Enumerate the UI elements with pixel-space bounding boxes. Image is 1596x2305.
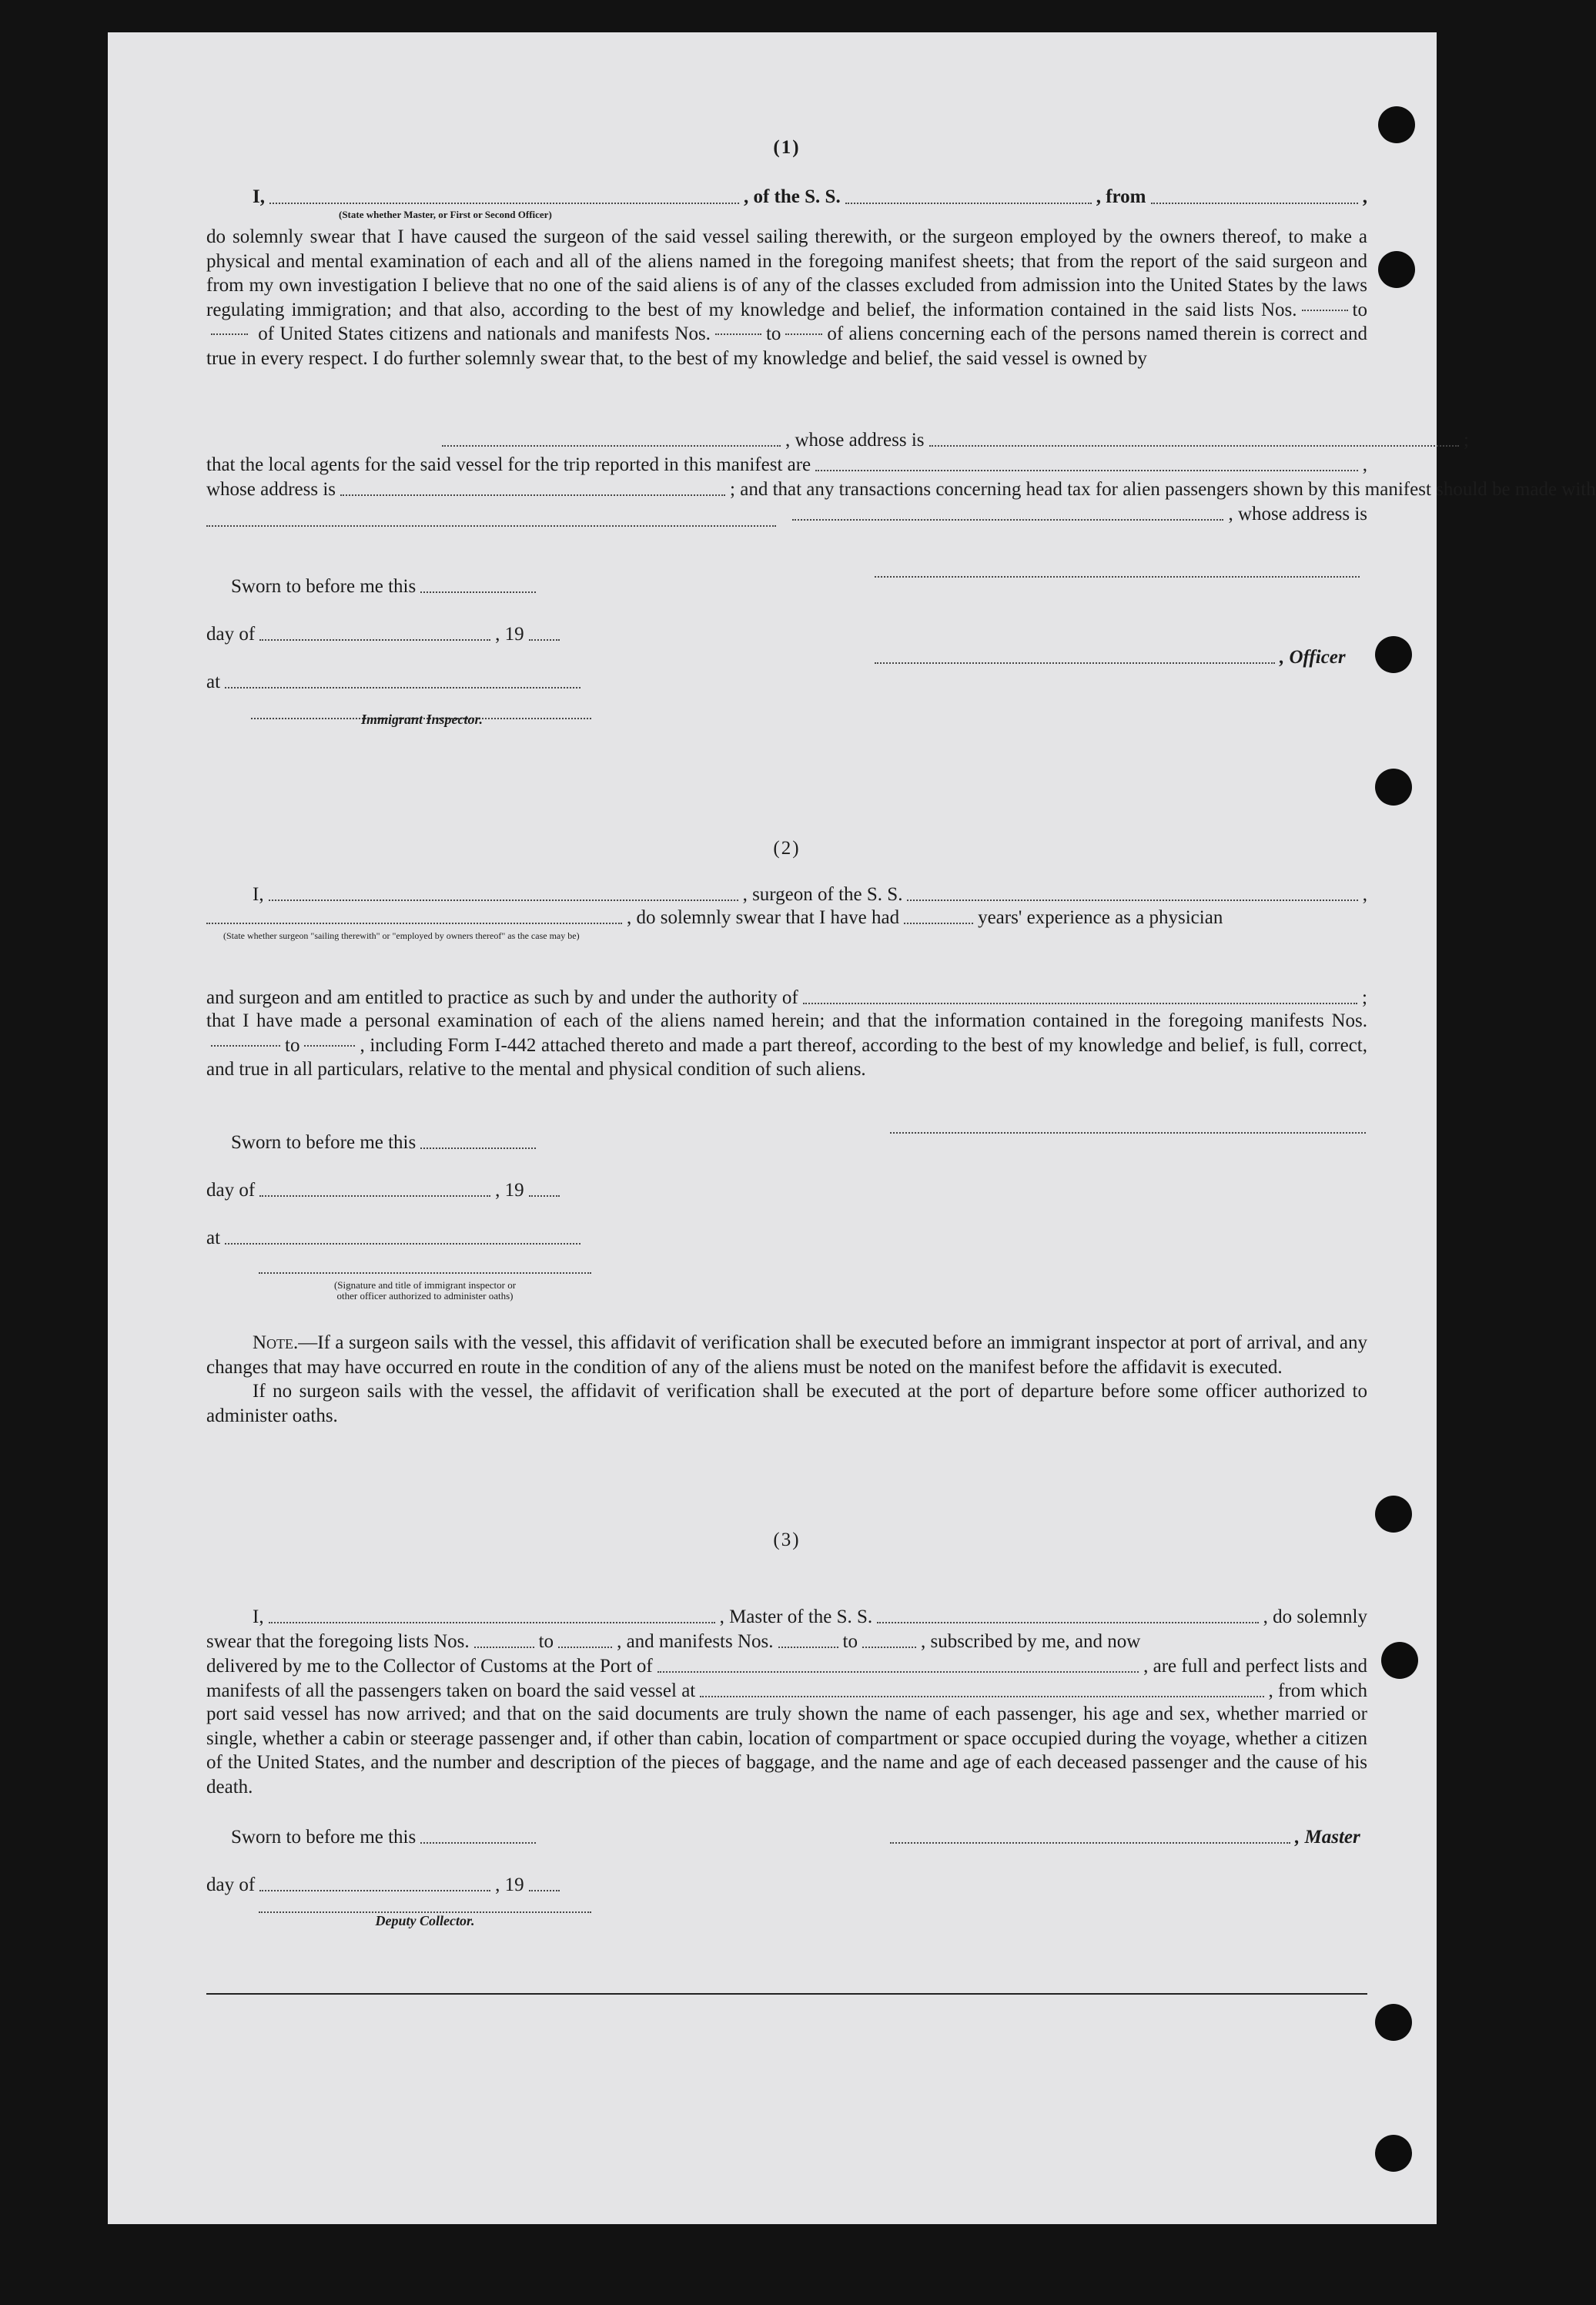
- lists-row: swear that the foregoing lists Nos. to , and manifests Nos. to , subscribed by me, and now: [206, 1631, 1141, 1652]
- master-name-field[interactable]: [269, 1622, 715, 1623]
- punch-hole: [1375, 769, 1412, 806]
- day-of-row-3: day of , 19: [206, 1874, 564, 1896]
- years-field[interactable]: [904, 923, 973, 924]
- s2-signature-caption: (Signature and title of immigrant inspector or other officer authorized to administer oaths): [333, 1279, 517, 1302]
- day-field-1[interactable]: [259, 639, 490, 641]
- vessel-name-field[interactable]: [845, 203, 1092, 204]
- year-field-3[interactable]: [529, 1890, 560, 1891]
- at-row-1: at: [206, 672, 585, 693]
- s3-lists-from-field[interactable]: [474, 1647, 534, 1648]
- taken-on-board-row: manifests of all the passengers taken on board the said vessel at , from which: [206, 1680, 1367, 1701]
- officer-signature-field[interactable]: [875, 576, 1360, 578]
- master-row: I, , Master of the S. S. , do solemnly: [253, 1606, 1367, 1627]
- day-field-2[interactable]: [259, 1195, 490, 1197]
- section-1-body: do solemnly swear that I have caused the surgeon of the said vessel sailing therewith, or the surgeon employed by the owners thereof, to make a physical and mental examination of each and all of the aliens named in the foregoing manifest sheets; that from the report of the said surgeon and from my own investigation I believe that no one of the said aliens is of any of the classes excluded from admission into the United States by the laws regulating immigration; and that also, according to the best of my knowledge and belief, the information contained in the said lists Nos. to of United States citizens and nationals and manifests Nos. to of aliens concerning each of the persons named therein is correct and true in every respect. I do further solemnly swear that, to the best of my knowledge and belief, the said vessel is owned by: [206, 226, 1367, 369]
- owner-row: , whose address is ;: [437, 430, 1469, 451]
- surgeon-years-row: , do solemnly swear that I have had years' experience as a physician: [206, 907, 1367, 929]
- officer-signature-line-top: [870, 576, 1364, 582]
- master-vessel-field[interactable]: [877, 1622, 1258, 1623]
- form-page: [108, 32, 1596, 2224]
- headtax-address-row: [206, 525, 781, 531]
- surgeon-type-field[interactable]: [206, 923, 622, 924]
- year-field-1[interactable]: [529, 639, 560, 641]
- punch-hole: [1381, 1642, 1418, 1679]
- surgeon-signature-row: [885, 1132, 1370, 1138]
- authority-row: and surgeon and am entitled to practice as such by and under the authority of ;: [206, 987, 1367, 1008]
- collector-caption: Deputy Collector.: [375, 1913, 475, 1928]
- inspector-caption: Immigrant Inspector.: [360, 712, 483, 727]
- section-2-body: that I have made a personal examination of each of the aliens named herein; and that the information contained in the foregoing manifests Nos.to , including Form I-442 attached thereto and made a part thereof, according to the best of my knowledge and belief, is full, correct, and true in all particulars, relative to the mental and physical condition of such aliens.: [206, 1010, 1367, 1080]
- master-signature-row: , Master: [885, 1827, 1360, 1848]
- at-place-field-2[interactable]: [225, 1243, 581, 1245]
- owner-address-field[interactable]: [929, 445, 1460, 447]
- label-from: , from: [1096, 186, 1146, 207]
- at-place-field-1[interactable]: [225, 687, 581, 688]
- surgeon-row: I, , surgeon of the S. S. ,: [253, 884, 1367, 905]
- agents-address-row: whose address is ; and that any transactions concerning head tax for alien passengers shown by this manifest should be made with: [206, 479, 1596, 500]
- section-2-number: (2): [773, 838, 801, 859]
- punch-hole: [1375, 1496, 1412, 1533]
- section-3-number: (3): [773, 1529, 801, 1550]
- officer-title-field[interactable]: [875, 662, 1275, 664]
- boarding-port-field[interactable]: [700, 1696, 1263, 1697]
- day-of-row-1: day of , 19: [206, 624, 564, 645]
- punch-hole: [1375, 636, 1412, 673]
- s3-lists-to-field[interactable]: [558, 1647, 612, 1648]
- officer-name-field[interactable]: [269, 203, 739, 204]
- agents-field[interactable]: [815, 470, 1358, 471]
- from-port-field[interactable]: [1151, 203, 1358, 204]
- headtax-party-field[interactable]: [792, 519, 1223, 521]
- sworn-date-field-1[interactable]: [420, 591, 536, 593]
- inspector-line-2: [259, 1272, 591, 1274]
- s3-manifests-from-field[interactable]: [778, 1647, 838, 1648]
- punch-hole: [1378, 106, 1415, 143]
- s2-manifests-to-field[interactable]: [304, 1045, 355, 1047]
- label-of-ss: , of the S. S.: [743, 186, 841, 207]
- at-row-2: at: [206, 1228, 585, 1249]
- sworn-row-2: Sworn to before me this: [231, 1132, 540, 1154]
- port-of-field[interactable]: [657, 1671, 1139, 1673]
- year-field-2[interactable]: [529, 1195, 560, 1197]
- s2-inspector-signature-field[interactable]: [259, 1272, 591, 1274]
- surgeon-vessel-field[interactable]: [907, 900, 1357, 901]
- surgeon-note: (State whether surgeon "sailing therewith" or "employed by owners thereof" as the case may be): [223, 930, 580, 941]
- section-1: I, , of the S. S. , from , (State whether Master, or First or Second Officer) do solemnly swear that I have caused the surgeon of the said vessel sailing therewith, or the surgeon employed by the owners thereof, to make a physical and mental examination of each and all of the aliens named in the foregoing manifest sheets; that from the report of the said surgeon and from my own investigation I believe that no one of the said aliens is of any of the classes excluded from admission into the United States by the laws regulating immigration; and that also, according to the best of my knowledge and belief, the information contained in the said lists Nos. to of United States citizens and nationals and manifests Nos. to of aliens concerning each of the persons named therein is correct and true in every respect. I do further solemnly swear that, to the best of my knowledge and belief, the said vessel is owned by: [206, 185, 1367, 371]
- s2-manifests-from-field[interactable]: [211, 1045, 280, 1047]
- master-signature-field[interactable]: [890, 1842, 1290, 1844]
- sworn-date-field-3[interactable]: [420, 1842, 536, 1844]
- authority-field[interactable]: [803, 1003, 1357, 1004]
- section-3-body: port said vessel has now arrived; and that on the said documents are truly shown the name of each passenger, his age and sex, whether married or single, whether a cabin or steerage passenger and, if other than cabin, location of compartment or space occupied during the voyage, whether a citizen of the United States, and the number and description of the pieces of baggage, and the name and age of each deceased passenger and the cause of his death.: [206, 1704, 1367, 1797]
- agents-address-field[interactable]: [340, 494, 725, 496]
- sworn-date-field-2[interactable]: [420, 1147, 536, 1149]
- s3-manifests-to-field[interactable]: [862, 1647, 916, 1648]
- section-1-number: (1): [773, 137, 801, 158]
- bottom-rule: [206, 1993, 1367, 1995]
- role-note: (State whether Master, or First or Second Officer): [339, 209, 552, 220]
- punch-hole: [1378, 251, 1415, 288]
- delivered-row: delivered by me to the Collector of Customs at the Port of , are full and perfect lists and: [206, 1656, 1367, 1677]
- owner-field[interactable]: [442, 445, 781, 447]
- sworn-row-1: Sworn to before me this: [231, 576, 540, 598]
- sworn-row-3: Sworn to before me this: [231, 1827, 540, 1848]
- manifests-to-field[interactable]: [785, 333, 822, 335]
- lists-from-field[interactable]: [1302, 310, 1348, 311]
- section-2-note: Note.—If a surgeon sails with the vessel, this affidavit of verification shall be executed before an immigrant inspector at port of arrival, and any changes that may have occurred en route in the condition of any of the aliens must be noted on the manifest before the affidavit is executed. If no surgeon sails with the vessel, the affidavit of verification shall be executed at the port of departure before some officer authorized to administer oaths.: [206, 1332, 1367, 1426]
- day-of-row-2: day of , 19: [206, 1180, 564, 1201]
- day-field-3[interactable]: [259, 1890, 490, 1891]
- punch-hole: [1375, 2004, 1412, 2041]
- lists-to-field[interactable]: [211, 333, 248, 335]
- headtax-address-field[interactable]: [206, 525, 776, 527]
- label-i: I,: [253, 186, 265, 207]
- officer-row: , Officer: [870, 647, 1346, 668]
- note-label: Note.: [253, 1332, 299, 1353]
- agents-row: that the local agents for the said vessel for the trip reported in this manifest are ,: [206, 454, 1367, 475]
- headtax-row: , whose address is: [206, 504, 1367, 525]
- surgeon-signature-field[interactable]: [890, 1132, 1366, 1134]
- surgeon-name-field[interactable]: [269, 900, 738, 901]
- punch-hole: [1375, 2135, 1412, 2172]
- manifests-from-field[interactable]: [715, 333, 761, 335]
